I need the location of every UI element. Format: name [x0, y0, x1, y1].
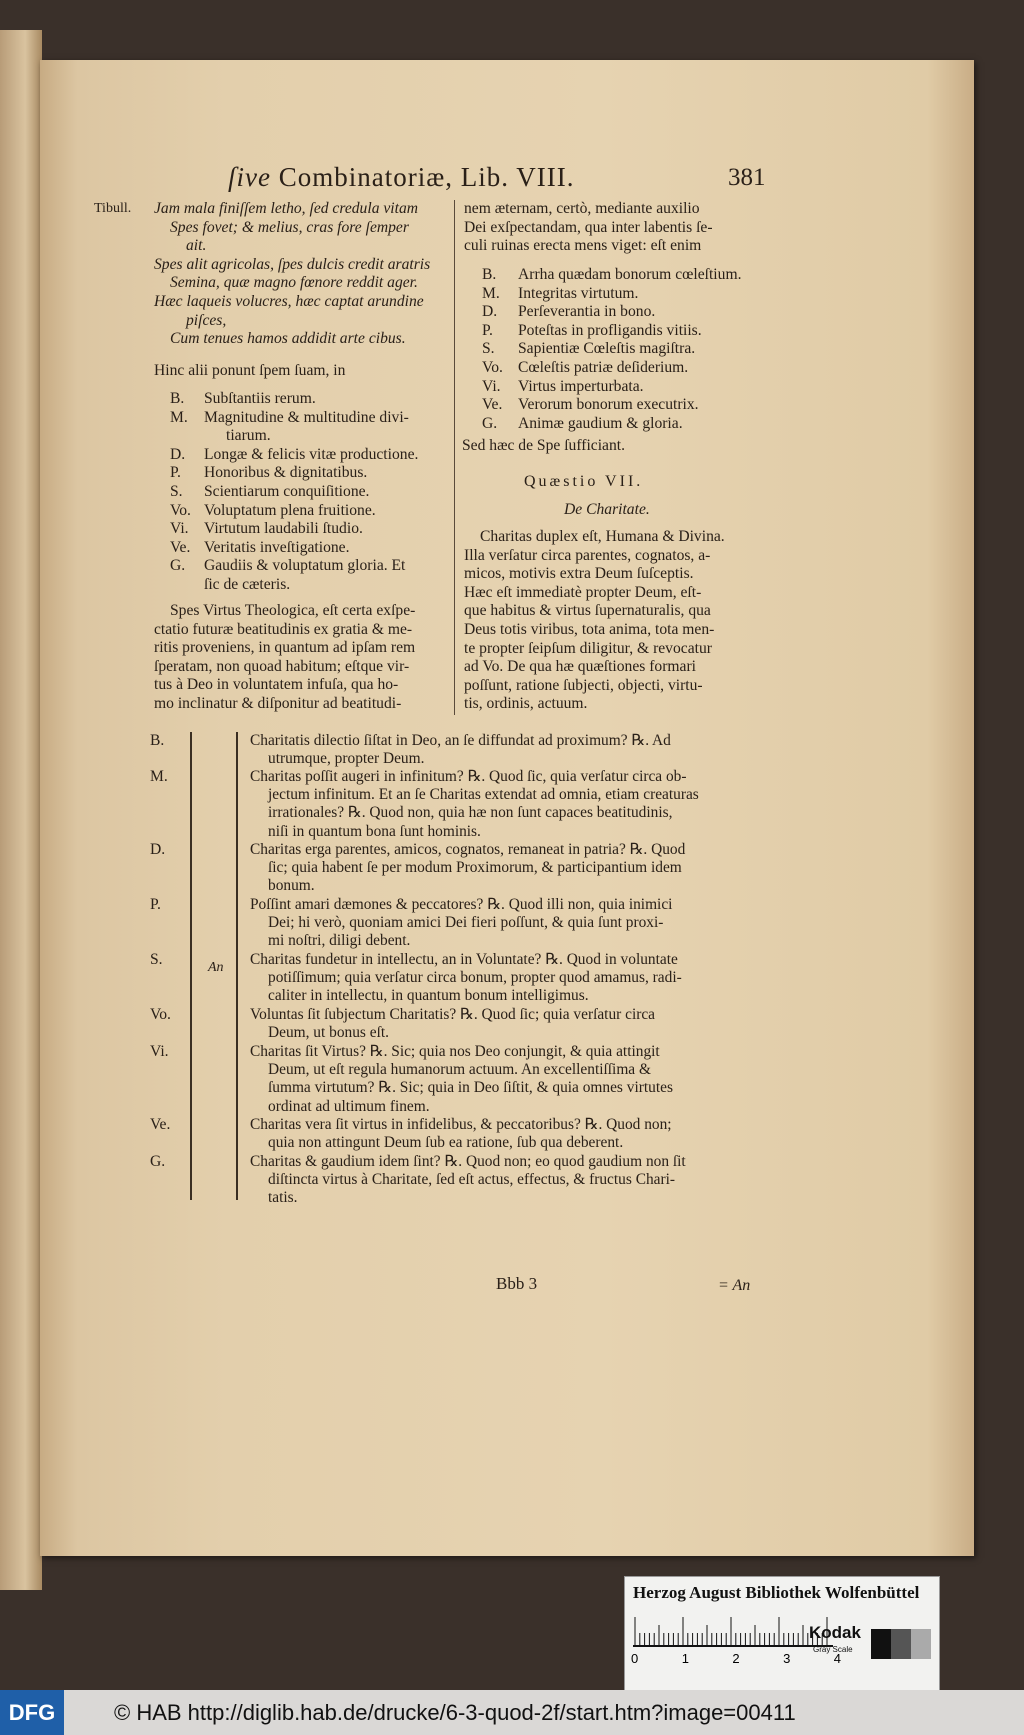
- entry-label: Vi.: [150, 1043, 169, 1060]
- question-entry: Charitas fundetur in intellectu, an in Voluntate? ℞. Quod in voluntate potiſſimum; quia verſatur circa bonum, propter quod amamus, radi- caliter in intellectu, in quantum bonum intelligimus.: [250, 951, 682, 1005]
- verse-line: Spes alit agricolas, ſpes dulcis credit aratris: [154, 255, 431, 273]
- source-url[interactable]: © HAB http://diglib.hab.de/drucke/6-3-quod-2f/start.htm?image=00411: [114, 1700, 796, 1725]
- list-item: P. Honoribus & dignitatibus.: [170, 464, 368, 482]
- text-line: Charitas duplex eſt, Humana & Divina.: [480, 528, 725, 545]
- gray-scale-label: Gray Scale: [813, 1645, 853, 1654]
- question-entry: Charitas vera ſit virtus in infidelibus, & peccatoribus? ℞. Quod non; quia non attingunt Deum ſub ea ratione, ſub qua deberent.: [250, 1116, 672, 1152]
- text-line: te propter ſeipſum diligitur, & revocatur: [464, 639, 712, 657]
- left-list: [170, 390, 418, 595]
- entry-label: B.: [150, 732, 165, 749]
- dfg-logo: DFG: [0, 1690, 64, 1735]
- text-line: ſperatam, non quoad habitum; eſtque vir-: [154, 657, 410, 675]
- text-line: tus à Deo in voluntatem infuſa, qua ho-: [154, 676, 399, 694]
- header-title: Combinatoriæ, Lib. VIII.: [278, 162, 575, 192]
- question-entry: Charitas & gaudium idem ſint? ℞. Quod non; eo quod gaudium non ſit diſtincta virtus à Charitate, ſed eſt actus, effectus, & fructus Chari- tatis.: [250, 1153, 686, 1207]
- page-number: 381: [728, 164, 766, 191]
- question-entry: Charitas erga parentes, amicos, cognatos, remaneat in patria? ℞. Quod ſic; quia habent ſe per modum Proximorum, & participantium idem bonum.: [250, 841, 686, 895]
- text-line: que habitus & virtus ſupernaturalis, qua: [464, 602, 711, 620]
- color-target-card: [624, 1576, 940, 1696]
- entry-label: Vo.: [150, 1006, 171, 1023]
- facing-page-edge: [0, 30, 42, 1590]
- verse-line: Cum tenues hamos addidit arte cibus.: [170, 330, 406, 348]
- list-item: M. Magnitudine & multitudine divi-: [170, 408, 409, 426]
- signature-mark: Bbb 3: [496, 1274, 538, 1293]
- running-header: [228, 162, 574, 193]
- text-line: ritis proveniens, in quantum ad ipſam rem: [154, 639, 416, 657]
- brace-label: An: [208, 960, 224, 975]
- text-line: Illa verſatur circa parentes, cognatos, a-: [464, 546, 711, 564]
- kodak-logo: Kodak: [809, 1623, 861, 1642]
- text-line: Spes Virtus Theologica, eſt certa exſpe-: [170, 602, 416, 619]
- text-line: Deus totis viribus, tota anima, tota men-: [464, 620, 715, 638]
- text-line: ctatio futuræ beatitudinis ex gratia & me-: [154, 620, 413, 638]
- text-line: poſſunt, ratione ſubjecti, objecti, virtu-: [464, 676, 703, 694]
- list-item: Vo. Voluptatum plena fruitione.: [170, 501, 376, 519]
- text-line: ad Vo. De qua hæ quæſtiones formari: [464, 658, 697, 676]
- text-line: culi ruinas erecta mens viget: eſt enim: [464, 237, 702, 255]
- question-entry: Poſſint amari dæmones & peccatores? ℞. Quod illi non, quia inimici Dei; hi verò, quoniam amici Dei fieri poſſunt, & quia ſunt proxi- mi noſtri, diligi debent.: [250, 896, 673, 950]
- list-item: S. Sapientiæ Cœleſtis magiſtra.: [482, 340, 696, 358]
- entry-label: D.: [150, 841, 166, 858]
- ruler-scale: [633, 1615, 833, 1647]
- scale-numbers: 0 1 2 3 4: [631, 1651, 841, 1666]
- list-item: P. Poteſtas in profligandis vitiis.: [482, 321, 702, 339]
- gray-swatch: [871, 1629, 891, 1659]
- right-list: [482, 266, 741, 433]
- spe-intro: Hinc alii ponunt ſpem ſuam, in: [154, 362, 346, 379]
- verse-block: [154, 200, 430, 349]
- header-prefix: ſive: [228, 162, 271, 192]
- gray-swatch: [911, 1629, 931, 1659]
- question-entry: Voluntas ſit ſubjectum Charitatis? ℞. Quod ſic; quia verſatur circa Deum, ut bonus eſt.: [250, 1006, 656, 1042]
- list-item: G. Animæ gaudium & gloria.: [482, 414, 683, 432]
- question-entry: Charitas poſſit augeri in infinitum? ℞. Quod ſic, quia verſatur circa ob- jectum infinitum. Et an ſe Charitas extendat ad omnia, etiam creaturas irrationales? ℞. Quod non, quia hæ non ſunt capaces beatitudinis, niſi in quantum bona ſunt hominis.: [250, 768, 699, 840]
- left-brace: [186, 732, 192, 1200]
- question-subtitle: De Charitate.: [564, 501, 650, 518]
- institution-label: Herzog August Bibliothek Wolfenbüttel: [633, 1583, 920, 1602]
- verse-line: piſces,: [186, 311, 227, 329]
- gray-swatch: [891, 1629, 911, 1659]
- text-line: tis, ordinis, actuum.: [464, 695, 588, 713]
- spe-closing: Sed hæc de Spe ſufficiant.: [462, 437, 625, 454]
- right-brace: [236, 732, 242, 1200]
- spe-definition: [154, 602, 415, 714]
- list-item: Vo. Cœleſtis patriæ deſiderium.: [482, 358, 689, 376]
- list-item: Vi. Virtutum laudabili ſtudio.: [170, 520, 363, 538]
- margin-note: Tibull.: [94, 201, 132, 216]
- spe-continuation: [464, 200, 713, 256]
- list-item: M. Integritas virtutum.: [482, 284, 639, 302]
- entry-label: P.: [150, 896, 161, 913]
- list-item: G. Gaudiis & voluptatum gloria. Et: [170, 557, 406, 575]
- entry-label: G.: [150, 1153, 166, 1170]
- text-line: micos, motivis extra Deum ſuſceptis.: [464, 565, 694, 583]
- text-line: mo inclinatur & diſponitur ad beatitudi-: [154, 694, 402, 712]
- question-title: Quæstio VII.: [524, 473, 644, 490]
- list-item: B. Subſtantiis rerum.: [170, 390, 316, 407]
- question-entry: Charitas ſit Virtus? ℞. Sic; quia nos Deo conjungit, & quia attingit Deum, ut eſt regula humanorum actuum. An excellentiſſima & ſumma virtutum? ℞. Sic; quia in Deo ſiſtit, & quia omnes virtutes ordinat ad ultimum finem.: [250, 1043, 673, 1115]
- verse-line: Hæc laqueis volucres, hæc captat arundine: [154, 292, 424, 310]
- verse-line: ait.: [186, 237, 207, 255]
- list-item: B. Arrha quædam bonorum cœleſtium.: [482, 266, 742, 283]
- catchword: = An: [718, 1277, 751, 1294]
- verse-line: Semina, quæ magno fœnore reddit ager.: [170, 274, 418, 292]
- column-divider: [454, 200, 455, 715]
- verse-line: Spes fovet; & melius, cras fore ſemper: [170, 218, 409, 236]
- entry-label: S.: [150, 951, 163, 968]
- list-item: Ve. Verorum bonorum executrix.: [482, 396, 699, 414]
- text-line: nem æternam, certò, mediante auxilio: [464, 200, 700, 217]
- verse-line: Jam mala finiſſem letho, ſed credula vitam: [154, 200, 419, 217]
- entry-label: Ve.: [150, 1116, 171, 1133]
- list-item: D. Perſeverantia in bono.: [482, 303, 656, 321]
- list-item: tiarum.: [226, 427, 271, 445]
- list-item: Ve. Veritatis inveſtigatione.: [170, 538, 350, 556]
- text-line: Hæc eſt immediatè propter Deum, eſt-: [464, 583, 702, 601]
- ruler-ticks: [633, 1615, 833, 1645]
- text-line: Dei exſpectandam, qua inter labentis ſe-: [464, 218, 713, 236]
- list-item: ſic de cæteris.: [204, 575, 291, 593]
- list-item: D. Longæ & felicis vitæ productione.: [170, 445, 419, 463]
- question-entry: Charitatis dilectio ſiſtat in Deo, an ſe diffundat ad proximum? ℞. Ad utrumque, propter Deum.: [250, 732, 671, 768]
- charitas-paragraph: [464, 528, 725, 714]
- entry-label: M.: [150, 768, 168, 785]
- list-item: S. Scientiarum conquiſitione.: [170, 482, 370, 500]
- list-item: Vi. Virtus imperturbata.: [482, 377, 644, 395]
